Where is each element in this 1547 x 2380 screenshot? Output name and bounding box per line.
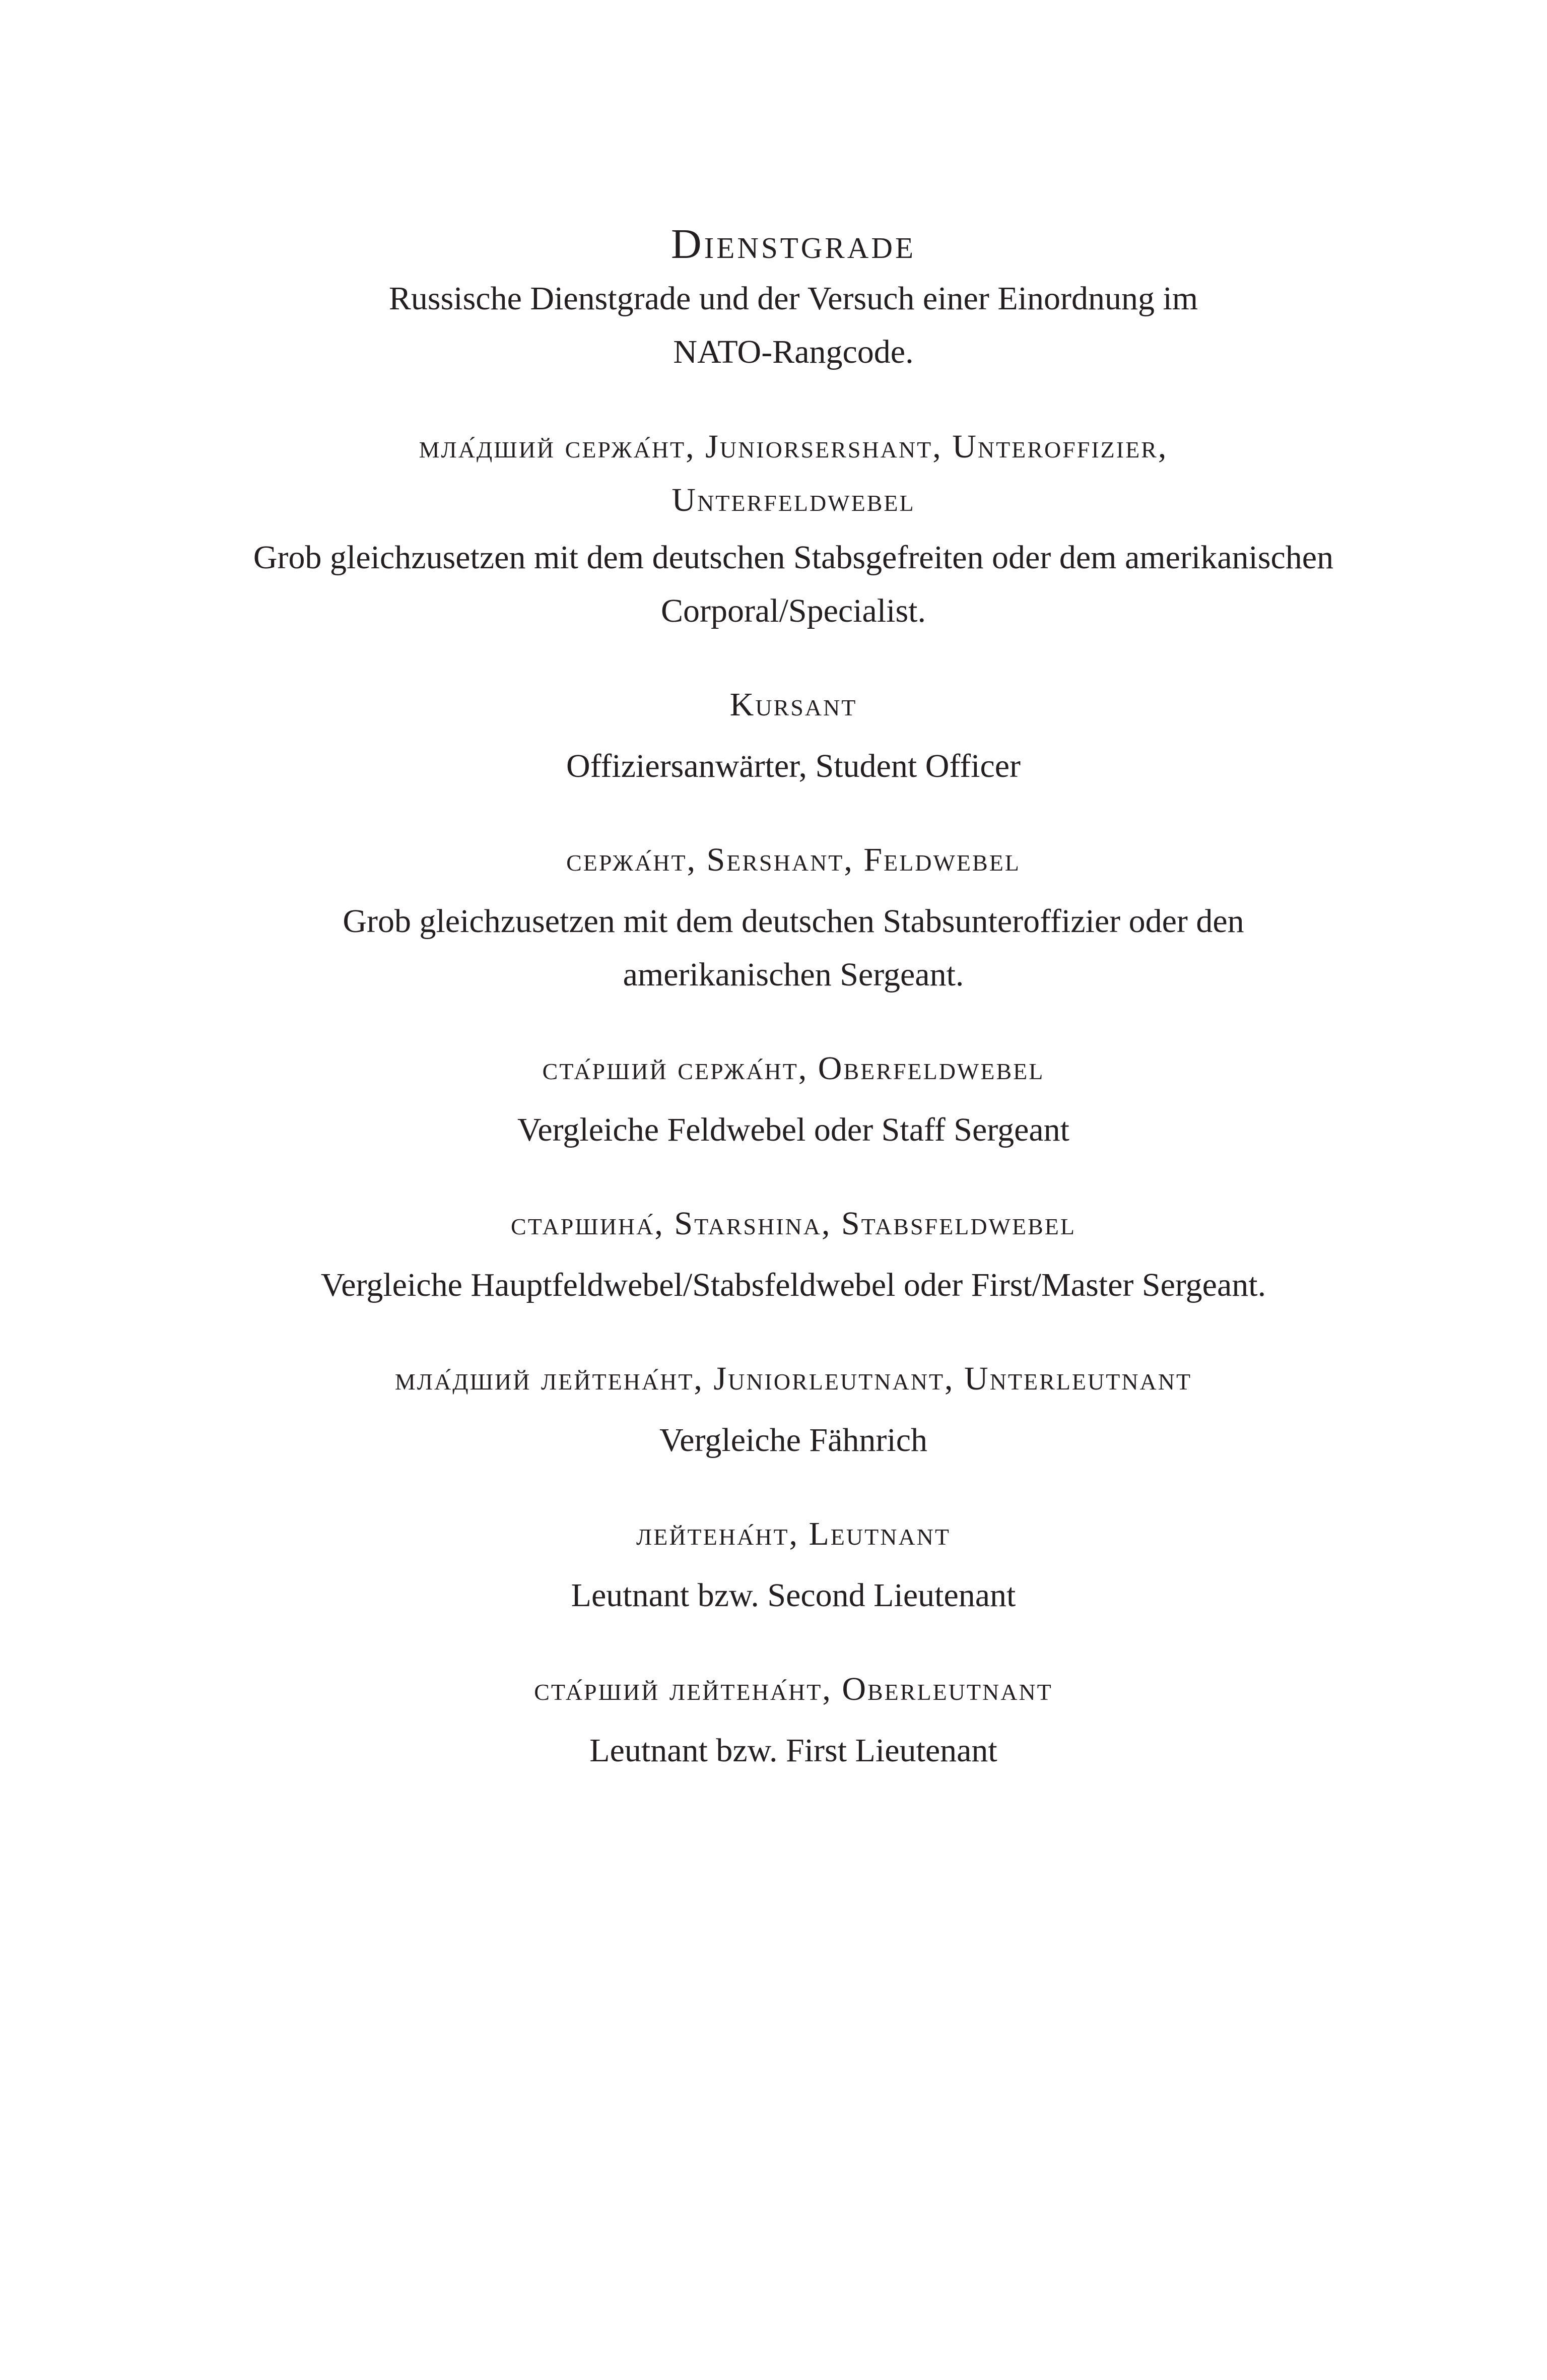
rank-description: Vergleiche Hauptfeldwebel/Stabsfeldwebel oder First/Master Sergeant.	[320, 1267, 1266, 1303]
rank-term: сержа́нт, Sershant, Feldwebel	[566, 841, 1021, 878]
rank-term: Kursant	[729, 686, 857, 723]
rank-entry	[212, 420, 1375, 638]
rank-term	[212, 420, 1375, 527]
rank-entry	[212, 1352, 1375, 1467]
rank-entry	[212, 1042, 1375, 1157]
rank-description: Leutnant bzw. Second Lieutenant	[571, 1577, 1016, 1614]
page-content	[212, 217, 1375, 1818]
rank-entry	[212, 1197, 1375, 1312]
rank-term: мла́дший лейтена́нт, Juniorleutnant, Unterleutnant	[394, 1360, 1192, 1397]
rank-term: лейтена́нт, Leutnant	[636, 1515, 951, 1552]
page-title: Dienstgrade	[670, 221, 916, 268]
rank-description: Leutnant bzw. First Lieutenant	[589, 1732, 997, 1769]
rank-term: ста́рший сержа́нт, Oberfeldwebel	[542, 1050, 1045, 1087]
rank-term: старшина́, Starshina, Stabsfeldwebel	[511, 1205, 1076, 1242]
rank-term-line: мла́дший сержа́нт, Juniorsershant, Unteroffizier,	[419, 428, 1168, 465]
rank-entry	[212, 1663, 1375, 1777]
page-subtitle: Russische Dienstgrade und der Versuch einer Einordnung im NATO-Rangcode.	[388, 280, 1198, 370]
rank-term-line: Unterfeldwebel	[671, 482, 915, 518]
rank-list	[212, 420, 1375, 1777]
rank-description: Offiziersanwärter, Student Officer	[566, 748, 1021, 784]
rank-term: ста́рший лейтена́нт, Oberleutnant	[534, 1671, 1053, 1707]
rank-description: Vergleiche Fähnrich	[659, 1422, 928, 1459]
rank-description: Vergleiche Feldwebel oder Staff Sergeant	[517, 1111, 1069, 1148]
rank-entry	[212, 833, 1375, 1002]
rank-entry	[212, 1507, 1375, 1622]
rank-description: Grob gleichzusetzen mit dem deutschen Stabsunteroffizier oder den amerikanischen Sergeant.	[343, 903, 1244, 993]
rank-description: Grob gleichzusetzen mit dem deutschen Stabsgefreiten oder dem amerikanischen Corporal/Specialist.	[253, 539, 1334, 629]
rank-entry	[212, 678, 1375, 793]
